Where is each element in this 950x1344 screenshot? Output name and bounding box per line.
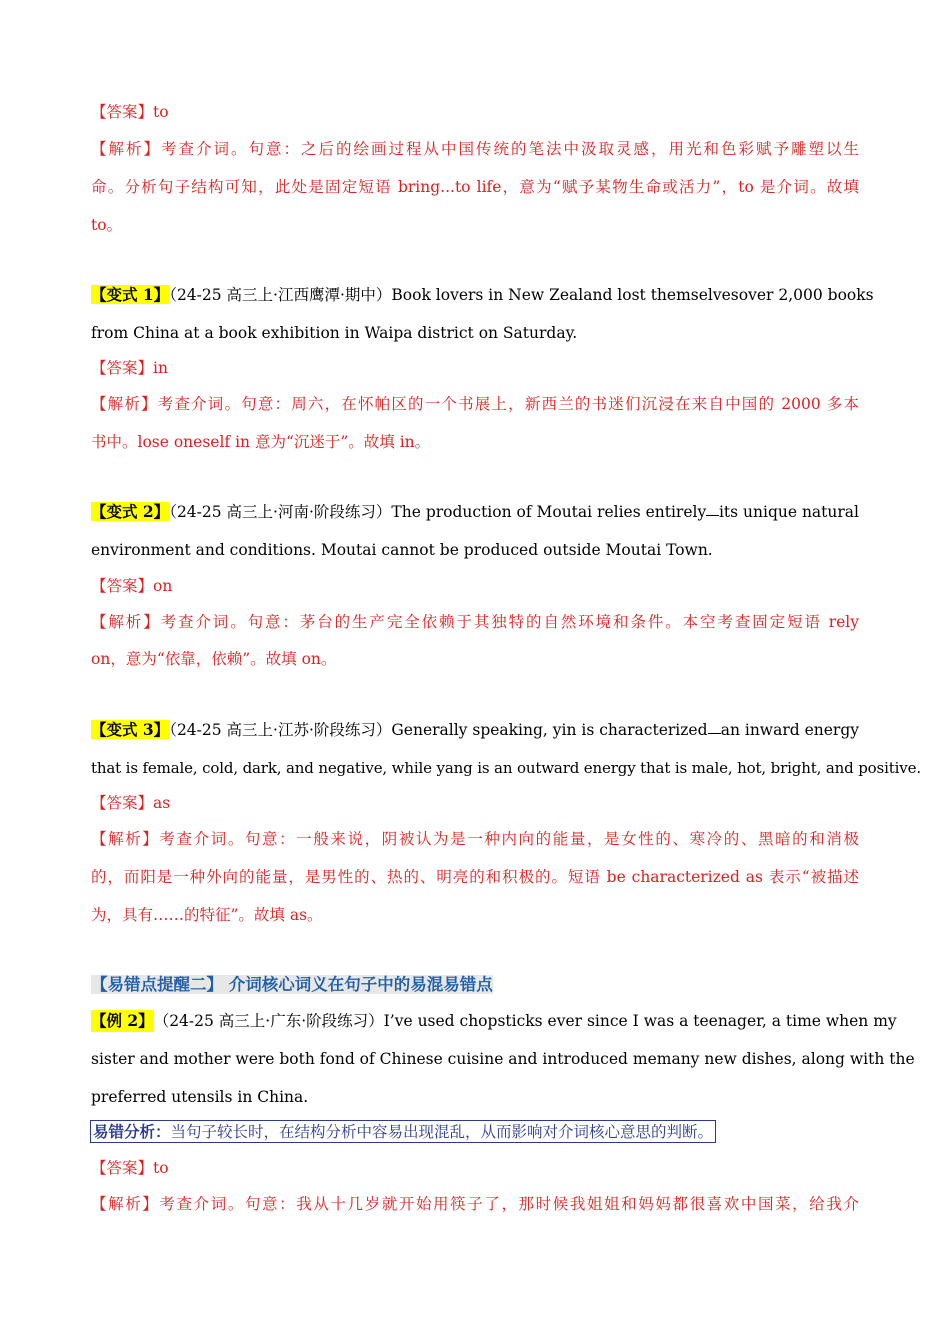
variant-3-source: （24-25 高三上·江苏·阶段练习）: [169, 721, 392, 739]
answer-blank: [706, 501, 719, 516]
question-text: I’ve used chopsticks ever since I was a teenager, a time when my: [383, 1012, 897, 1030]
question-text: from China at a book exhibition in Waipa district on Saturday.: [91, 324, 578, 342]
answer-line: 【答案】as: [91, 794, 171, 812]
question-text: Book lovers in New Zealand lost themselves: [391, 286, 739, 304]
question-text: that is female, cold, dark, and negative, while yang is an outward energy that is male, hot, bright, and positive.: [91, 759, 921, 777]
analysis-line: 【解析】考查介词。句意：茅台的生产完全依赖于其独特的自然环境和条件。本空考查固定短语 rely: [91, 613, 859, 631]
variant-2-question: [91, 501, 859, 523]
answer-blank: [708, 719, 721, 734]
variant-3-question: [91, 719, 859, 741]
analysis-line: 【解析】考查介词。句意：周六，在怀帕区的一个书展上，新西兰的书迷们沉浸在来自中国的 2000 多本: [91, 395, 859, 413]
analysis-line: 【解析】考查介词。句意：我从十几岁就开始用筷子了，那时候我姐姐和妈妈都很喜欢中国菜，给我介: [91, 1195, 859, 1213]
question-text: preferred utensils in China.: [91, 1088, 309, 1106]
analysis-line: 【解析】考查介词。句意：一般来说，阴被认为是一种内向的能量，是女性的、寒冷的、黑暗的和消极: [91, 830, 859, 848]
example-2-tag: 【例 2】: [91, 1011, 154, 1030]
error-analysis-text: 当句子较长时，在结构分析中容易出现混乱，从而影响对介词核心意思的判断。: [170, 1123, 714, 1141]
question-text: The production of Moutai relies entirely: [391, 503, 707, 521]
variant-2-tag: 【变式 2】: [91, 502, 170, 521]
question-text: sister and mother were both fond of Chinese cuisine and introduced me: [91, 1050, 657, 1068]
analysis-line: on，意为“依靠，依赖”。故填 on。: [91, 650, 337, 668]
analysis-line: 的，而阳是一种外向的能量，是男性的、热的、明亮的和积极的。短语 be characterized as 表示“被描述: [91, 868, 859, 886]
variant-2-source: （24-25 高三上·河南·阶段练习）: [169, 503, 392, 521]
question-text: many new dishes, along with the: [656, 1050, 915, 1068]
question-text: an inward energy: [720, 721, 859, 739]
question-text: its unique natural: [718, 503, 859, 521]
example-2-question: [91, 1010, 897, 1032]
example-2-source: （24-25 高三上·广东·阶段练习）: [153, 1012, 384, 1030]
section-title: 【易错点提醒二】 介词核心词义在句子中的易混易错点: [91, 975, 493, 994]
variant-1-question: [91, 284, 874, 306]
question-text: Generally speaking, yin is characterized: [391, 721, 708, 739]
variant-1-source: （24-25 高三上·江西鹰潭·期中）: [169, 286, 392, 304]
analysis-line: to。: [91, 216, 123, 234]
variant-3-tag: 【变式 3】: [91, 720, 170, 739]
answer-line: 【答案】in: [91, 359, 168, 377]
analysis-line: 【解析】考查介词。句意：之后的绘画过程从中国传统的笔法中汲取灵感，用光和色彩赋予雕塑以生: [91, 140, 859, 158]
answer-line: 【答案】to: [91, 103, 169, 121]
question-text: environment and conditions. Moutai cannot be produced outside Moutai Town.: [91, 541, 713, 559]
answer-line: 【答案】to: [91, 1159, 169, 1177]
variant-1-tag: 【变式 1】: [91, 285, 170, 304]
analysis-line: 命。分析句子结构可知，此处是固定短语 bring...to life，意为“赋予某物生命或活力”，to 是介词。故填: [91, 178, 859, 196]
analysis-line: 书中。lose oneself in 意为“沉迷于”。故填 in。: [91, 433, 431, 451]
analysis-line: 为，具有……的特征”。故填 as。: [91, 906, 323, 924]
section-heading: [91, 974, 859, 996]
error-analysis-label: 易错分析：: [93, 1122, 171, 1141]
question-line: [91, 1048, 915, 1070]
error-analysis-box: [90, 1120, 716, 1143]
question-text: over 2,000 books: [738, 286, 874, 304]
answer-line: 【答案】on: [91, 577, 173, 595]
